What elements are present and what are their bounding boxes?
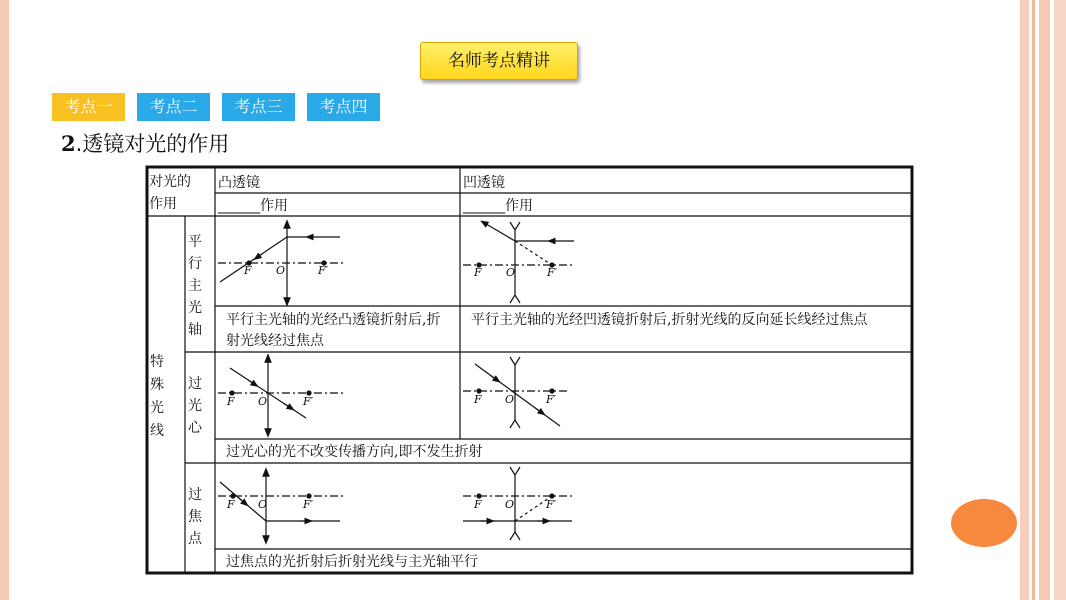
row-label-optical-center xyxy=(188,376,203,436)
label-O: O xyxy=(258,498,268,511)
grp-label-char: 光 xyxy=(150,400,164,416)
row-label-focus xyxy=(188,487,203,547)
diagram-convex-parallel-labels xyxy=(243,264,329,277)
label-O: O xyxy=(276,264,286,277)
table-grid xyxy=(147,167,912,573)
grp-label-char: 特 xyxy=(150,354,164,370)
row0-label-char: 行 xyxy=(188,256,202,272)
convex-effect: ______作用 xyxy=(218,198,288,214)
caption-focus: 过焦点的光折射后折射光线与主光轴平行 xyxy=(226,554,478,570)
label-F: F xyxy=(474,393,482,406)
row0-label-char: 平 xyxy=(188,234,202,250)
label-F-prime: F′ xyxy=(303,498,314,511)
heading-number: 2 xyxy=(61,131,76,156)
row-label-parallel xyxy=(188,234,202,338)
label-F-prime: F′ xyxy=(547,266,558,279)
diagram-convex-focus xyxy=(218,472,345,540)
caption-optical-center: 过光心的光不改变传播方向,即不发生折射 xyxy=(226,444,483,460)
diagram-convex-parallel xyxy=(218,224,345,302)
corner-label xyxy=(149,173,195,212)
label-F-prime: F′ xyxy=(546,498,557,511)
label-F-prime: F′ xyxy=(303,395,314,408)
grp-label-char: 线 xyxy=(150,423,164,439)
corner-label-line2: 作用 xyxy=(149,196,177,212)
row1-label-char: 过 xyxy=(188,376,202,392)
label-F-prime: F′ xyxy=(318,264,329,277)
label-F-prime: F′ xyxy=(546,393,557,406)
caption-concave-parallel xyxy=(471,311,868,328)
row1-label-char: 光 xyxy=(188,398,202,414)
diagram-concave-parallel xyxy=(463,221,575,303)
tab-kaodian-3[interactable]: 考点三 xyxy=(222,93,295,121)
row2-label-char: 焦 xyxy=(188,509,202,525)
grp-label-char: 殊 xyxy=(150,377,164,393)
row2-label-char: 点 xyxy=(188,531,202,547)
row0-label-char: 光 xyxy=(188,300,202,316)
section-title-button[interactable]: 名师考点精讲 xyxy=(420,42,578,80)
label-F: F xyxy=(474,266,482,279)
tab-kaodian-4[interactable]: 考点四 xyxy=(307,93,380,121)
label-F: F xyxy=(244,264,252,277)
concave-effect: ______作用 xyxy=(463,198,533,214)
cap-concave-0-line: 平行主光轴的光经凹透镜折射后,折射光线的反向延长线经过焦点 xyxy=(471,312,868,328)
cap-convex-0-line: 平行主光轴的光经凸透镜折射后,折 xyxy=(226,312,441,328)
row0-label-char: 主 xyxy=(188,278,202,294)
row0-label-char: 轴 xyxy=(188,322,202,338)
label-O: O xyxy=(505,498,515,511)
label-O: O xyxy=(506,266,516,279)
label-O: O xyxy=(505,393,515,406)
corner-label-line1: 对光的 xyxy=(149,174,191,190)
label-F: F xyxy=(227,395,235,408)
row2-label-char: 过 xyxy=(188,487,202,503)
tab-kaodian-2[interactable]: 考点二 xyxy=(137,93,210,121)
label-F: F xyxy=(227,498,235,511)
diagram-convex-center xyxy=(218,358,345,433)
row1-label-char: 心 xyxy=(188,420,202,436)
label-O: O xyxy=(258,395,268,408)
convex-header: 凸透镜 xyxy=(218,175,260,191)
group-label-special-rays xyxy=(150,353,164,439)
label-F: F xyxy=(474,498,482,511)
concave-header: 凹透镜 xyxy=(463,175,505,191)
heading-text: .透镜对光的作用 xyxy=(75,132,230,156)
tab-kaodian-1[interactable]: 考点一 xyxy=(52,93,125,121)
cap-convex-0-line: 射光线经过焦点 xyxy=(226,333,324,349)
caption-convex-parallel xyxy=(226,311,440,349)
